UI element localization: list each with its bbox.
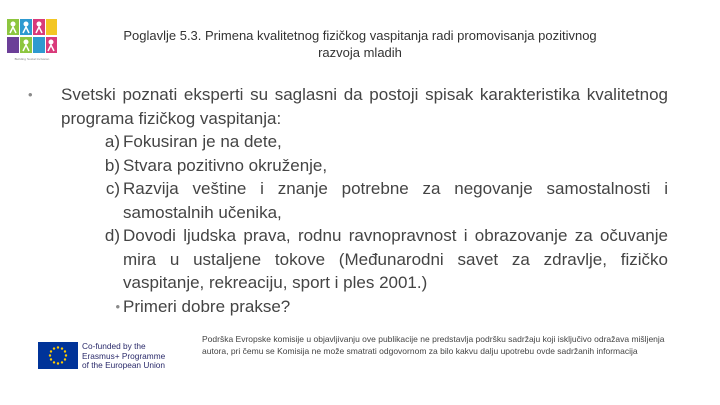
logo-caption: Building Social Inclusion xyxy=(14,57,50,61)
sub-item-text: Primeri dobre prakse? xyxy=(123,296,291,316)
sub-item-text: Dovodi ljudska prava, rodnu ravnopravnost i obrazovanje za očuvanje mira u ustaljene tokove (Međunarodni savet za zdravlje, fizičko vaspitanje, rekreaciju, sport i ples 2001.) xyxy=(123,226,668,292)
sub-item-b xyxy=(28,154,668,178)
sub-item-good-practice xyxy=(28,295,668,319)
sub-item-marker: c) xyxy=(105,179,120,198)
bullet-item xyxy=(28,83,668,130)
content-list xyxy=(28,83,668,318)
sub-item-c xyxy=(28,177,668,224)
slide-title-line2: razvoja mladih xyxy=(318,45,402,60)
sub-item-d xyxy=(28,224,668,295)
intro-text: Svetski poznati eksperti su saglasni da postoji spisak karakteristika kvalitetnog programa fizičkog vaspitanja: xyxy=(61,85,668,128)
sub-list xyxy=(28,130,668,318)
eu-line3: of the European Union xyxy=(82,360,166,370)
eu-line1: Co-funded by the xyxy=(82,341,146,351)
eu-line2: Erasmus+ Programme xyxy=(82,350,166,361)
project-logo xyxy=(6,17,58,65)
sub-item-a xyxy=(28,130,668,154)
sub-item-text: Fokusiran je na dete, xyxy=(123,132,282,151)
sub-item-marker: a) xyxy=(104,132,120,151)
sub-item-bullet: • xyxy=(115,298,120,314)
eu-flag-icon xyxy=(38,342,78,369)
sub-item-marker: b) xyxy=(104,155,120,175)
erasmus-logo xyxy=(38,342,174,372)
project-logo-icon xyxy=(6,17,58,57)
sub-item-marker: d) xyxy=(104,226,120,245)
slide-title xyxy=(80,27,640,61)
sub-item-text: Stvara pozitivno okruženje, xyxy=(123,155,328,175)
erasmus-text xyxy=(82,342,177,371)
disclaimer-text: Podrška Evropske komisije u objavljivanju ove publikacije ne predstavlja podršku sadržaju koji isključivo odražava mišljenja autora, pri čemu se Komisija ne može smatrati odgovornom za bilo kakvu dalju upotrebu ovde sadržanih informacija xyxy=(202,334,665,356)
slide-title-line1: Poglavlje 5.3. Primena kvalitetnog fizičkog vaspitanja radi promovisanja pozitivnog xyxy=(123,28,597,43)
bullet-dot: • xyxy=(28,87,33,102)
sub-item-text: Razvija veštine i znanje potrebne za negovanje samostalnosti i samostalnih učenika, xyxy=(123,179,668,222)
